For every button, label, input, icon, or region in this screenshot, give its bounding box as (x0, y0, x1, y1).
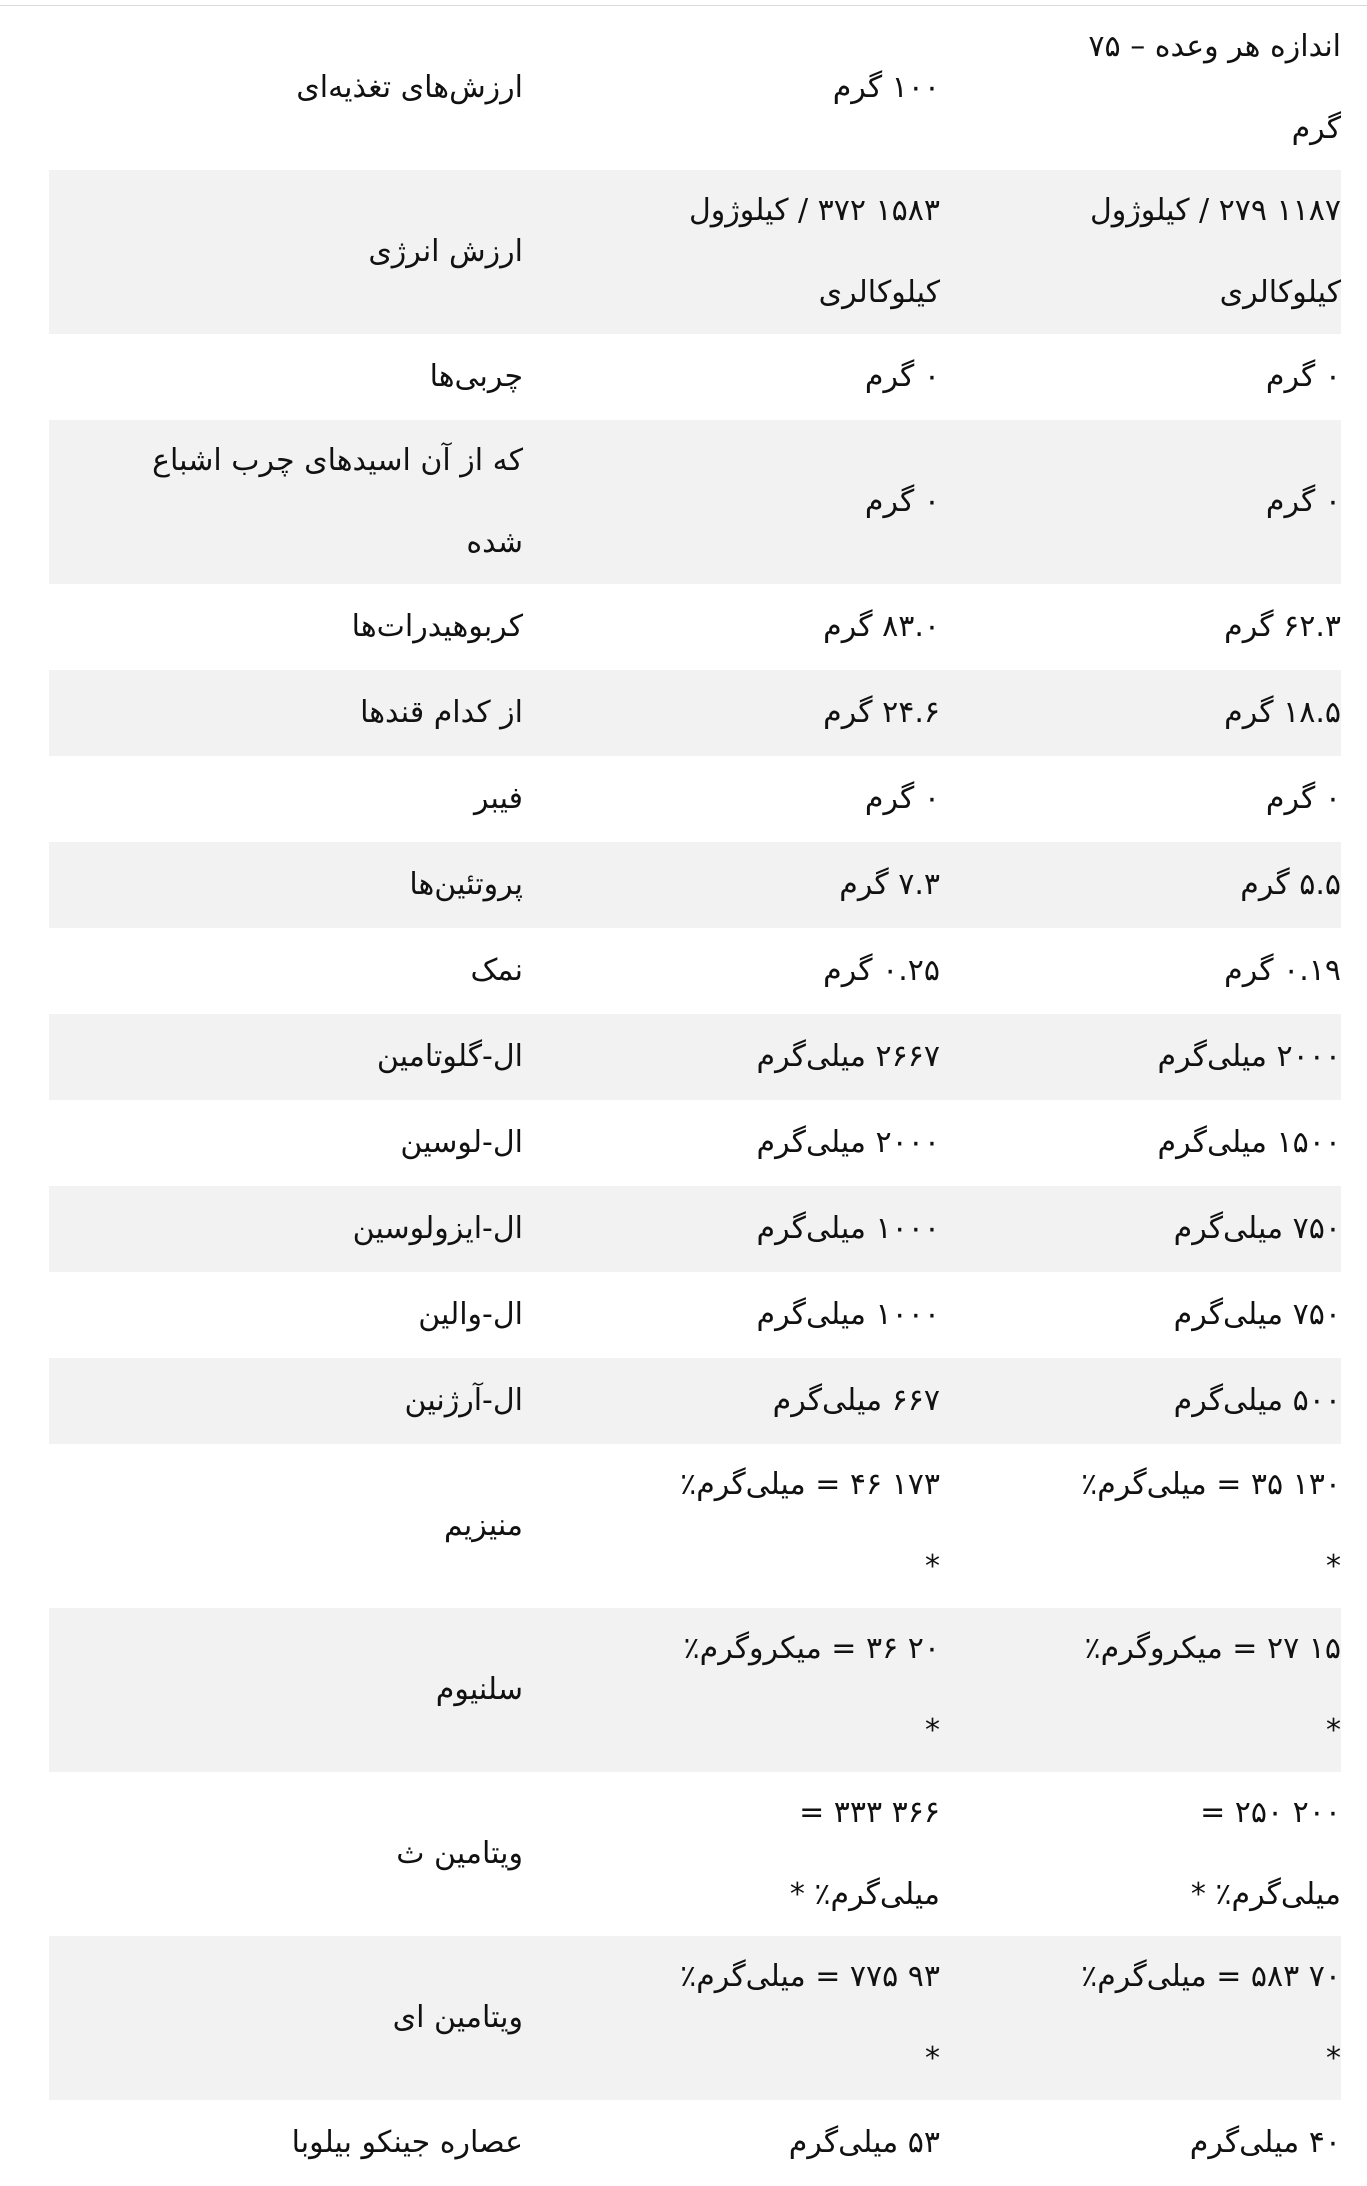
per100g-cell: ۲۶۶۷ میلی‌گرم (523, 1014, 940, 1100)
nutrient-cell: کربوهیدرات‌ها (351, 609, 523, 644)
table-row (49, 584, 1341, 670)
nutrition-facts-table (49, 6, 1341, 2186)
per100g-cell: ۱۰۰۰ میلی‌گرم (523, 1186, 940, 1272)
table-row (49, 334, 1341, 420)
per100g-cell: ۲۰ ۳۶ = میکروگرم٪ * (523, 1608, 940, 1772)
nutrient-cell: سلنیوم (49, 1608, 523, 1772)
serving-cell: ۵.۵ گرم (940, 842, 1341, 928)
table-row (49, 756, 1341, 842)
table-row (49, 670, 1341, 756)
serving-cell: ۱۱۸۷ ۲۷۹ / کیلوژول کیلوکالری (940, 170, 1341, 334)
per100g-cell: ۵۳ میلی‌گرم (788, 2125, 940, 2160)
serving-cell: ۱۸.۵ گرم (940, 670, 1341, 756)
nutrient-cell: ارزش‌های تغذیه‌ای (296, 70, 523, 105)
nutrient-cell: ویتامین ث (396, 1836, 523, 1871)
per100g-cell: ۲۴.۶ گرم (523, 670, 940, 756)
table-row (49, 1936, 1341, 2100)
per100g-cell: ۱۷۳ ۴۶ = میلی‌گرم٪ * (680, 1467, 940, 1584)
table-row (49, 170, 1341, 334)
nutrient-cell: ویتامین ای (49, 1936, 523, 2100)
serving-cell: ۷۵۰ میلی‌گرم (1173, 1297, 1341, 1332)
nutrient-cell: چربی‌ها (429, 359, 523, 394)
per100g-cell: ۱۵۸۳ ۳۷۲ / کیلوژول کیلوکالری (523, 170, 940, 334)
per100g-cell: ۸۳.۰ گرم (823, 609, 940, 644)
nutrient-cell: عصاره جینکو بیلوبا (291, 2125, 523, 2160)
nutrient-cell: ال-والین (418, 1297, 523, 1332)
table-row (49, 420, 1341, 584)
table-row (49, 1444, 1341, 1608)
per100g-cell: ۰.۲۵ گرم (823, 953, 940, 988)
serving-cell: ۰ گرم (940, 420, 1341, 584)
per100g-cell: ۰ گرم (864, 781, 940, 816)
per100g-cell: ۶۶۷ میلی‌گرم (523, 1358, 940, 1444)
serving-cell: ۶۲.۳ گرم (1224, 609, 1341, 644)
nutrient-cell: از کدام قندها (49, 670, 523, 756)
table-row-header (49, 6, 1341, 170)
serving-cell: ۴۰ میلی‌گرم (1189, 2125, 1341, 2160)
table-row (49, 1272, 1341, 1358)
per100g-cell: ۱۰۰۰ میلی‌گرم (756, 1297, 940, 1332)
table-row (49, 1186, 1341, 1272)
serving-cell: ۱۵ ۲۷ = میکروگرم٪ * (940, 1608, 1341, 1772)
table-row (49, 1358, 1341, 1444)
serving-cell: ۲۰۰۰ میلی‌گرم (940, 1014, 1341, 1100)
nutrient-cell: نمک (470, 953, 523, 988)
nutrient-cell: منیزیم (443, 1508, 523, 1543)
per100g-cell: ۰ گرم (864, 359, 940, 394)
nutrient-cell: پروتئین‌ها (49, 842, 523, 928)
nutrient-cell: ال-ایزولوسین (49, 1186, 523, 1272)
table-row (49, 1100, 1341, 1186)
serving-cell: ۱۵۰۰ میلی‌گرم (1157, 1125, 1341, 1160)
table-row (49, 2100, 1341, 2186)
per100g-cell: ۷.۳ گرم (523, 842, 940, 928)
serving-cell: ۰ گرم (1265, 359, 1341, 394)
nutrient-cell: که از آن اسیدهای چرب اشباع شده (49, 420, 523, 584)
serving-cell: ۵۰۰ میلی‌گرم (940, 1358, 1341, 1444)
serving-cell: اندازه هر وعده – ۷۵ گرم (1088, 29, 1341, 146)
per100g-cell: ۰ گرم (523, 420, 940, 584)
per100g-cell: ۲۰۰۰ میلی‌گرم (756, 1125, 940, 1160)
table-row (49, 1014, 1341, 1100)
serving-cell: ۷۵۰ میلی‌گرم (940, 1186, 1341, 1272)
per100g-cell: ۳۶۶ ۳۳۳ = میلی‌گرم٪ * (789, 1795, 940, 1912)
nutrient-cell: فیبر (474, 781, 523, 816)
nutrient-cell: ارزش انرژی (49, 170, 523, 334)
table-row (49, 1608, 1341, 1772)
table-row (49, 842, 1341, 928)
serving-cell: ۱۳۰ ۳۵ = میلی‌گرم٪ * (1081, 1467, 1341, 1584)
serving-cell: ۲۰۰ ۲۵۰ = میلی‌گرم٪ * (1190, 1795, 1341, 1912)
table-row (49, 1772, 1341, 1936)
serving-cell: ۷۰ ۵۸۳ = میلی‌گرم٪ * (940, 1936, 1341, 2100)
serving-cell: ۰.۱۹ گرم (1224, 953, 1341, 988)
nutrient-cell: ال-آرژنین (49, 1358, 523, 1444)
serving-cell: ۰ گرم (1265, 781, 1341, 816)
table-row (49, 928, 1341, 1014)
nutrient-cell: ال-لوسین (400, 1125, 523, 1160)
nutrient-cell: ال-گلوتامین (49, 1014, 523, 1100)
per100g-cell: ۹۳ ۷۷۵ = میلی‌گرم٪ * (523, 1936, 940, 2100)
per100g-cell: ۱۰۰ گرم (832, 70, 940, 105)
